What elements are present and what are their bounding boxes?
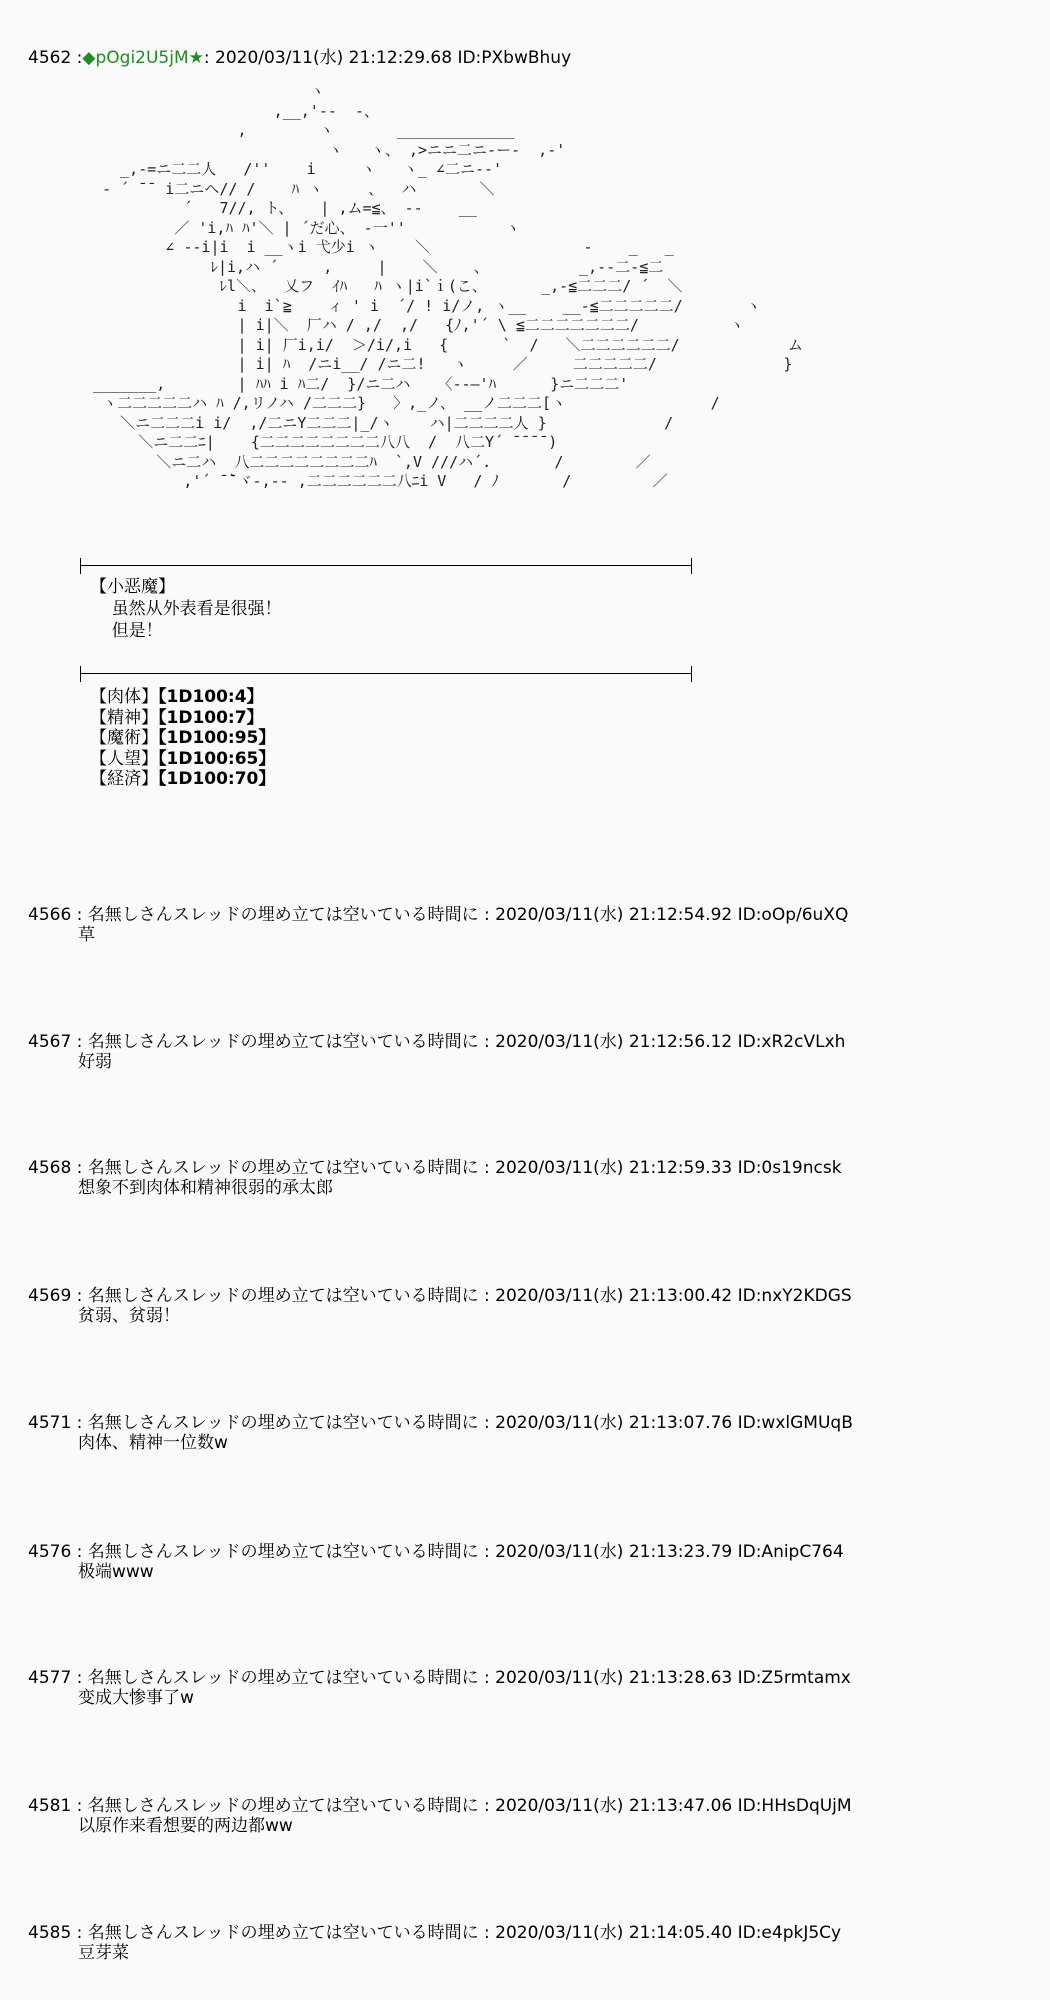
post-reply: [28, 1923, 1028, 1963]
post-body: 豆芽菜: [78, 1943, 129, 1963]
stat-value: 【1D100:95】: [158, 728, 276, 748]
post-header: 4569 : 名無しさんスレッドの埋め立ては空いている時間に : 2020/03/11(水) 21:13:00.42 ID:nxY2KDGS: [28, 1286, 852, 1306]
box-line: 虽然从外表看是很强！: [90, 599, 282, 619]
ascii-art: ヽ ,__,'‐- ‐、 , ヽ _____________ ヽ ヽ、 ,>ニニ二ニ‐ー‐ ,-' _,‐=ニ二二人 /'' i ヽ ヽ_ ∠二ニ-‐' - ´ ̄ ̄ i二ニヘ// / ﾊ ヽ 、 ハ ＼ ´ 7//, ト、 | ,ム=≦、 ‐‐ __ ／ 'i,ﾊ ﾊ'＼ | ´だ心、 ‐一'' ヽ ∠ --i|i i __ヽi 弋少i ヽ ＼ ‐ _ _ ﾚ|i,ハ ´ , | ＼ 、 _,-‐二-≦二 ﾚl＼、 乂フ ｲﾊ ﾊ ヽ|i`ｉ(こ、 _,-≦二二二/ ´ ＼ i i`≧ ィ ' i ´/ ! i/ノ, ヽ__ __-≦二二二二二/ ヽ | i|＼ 厂ハ / ,/ ,/ {ﾉ,'´ \ ≦二二二二二二二/ ヽ | i| 厂i,i/ ＞/i/,i { ` / ＼二二二二二二/ ム | i| ﾊ /ニi__/ /ニ二! ヽ ／ 二二二二二/ } _______, | ﾊﾊ i ﾊ二/ }/ニ二ハ 〈‐‐―'ﾊ }ニ二二二' ヽ二二二二二ハ ﾊ /,リノハ /二二二} 〉,_ノ、 __ノ二二二[ヽ / ＼ニ二二二i i/ ,/二ニY二二二|_/ヽ ハ|二二二二人 } / ＼ニ二二ﾆ| {二二二二二二二二八八 / 八二Y´ ̄ ̄ ̄ ̄ ) ＼ニ二ハ 八二二二二二二二二ﾊ `,V ///ハ´. / ／ ,'´ ̄ ̄`ヾ-,‐‐ ,二二二二二二八ﾆi V / ﾉ / ／: [93, 82, 803, 490]
stat-label: 【経済】: [90, 769, 158, 789]
post-header: 4571 : 名無しさんスレッドの埋め立ては空いている時間に : 2020/03/11(水) 21:13:07.76 ID:wxlGMUqB: [28, 1413, 853, 1433]
box-divider-top: [80, 565, 692, 566]
box-divider-bottom: [80, 673, 692, 674]
post-header: 4567 : 名無しさんスレッドの埋め立ては空いている時間に : 2020/03/11(水) 21:12:56.12 ID:xR2cVLxh: [28, 1032, 846, 1052]
post-reply: [28, 905, 1028, 945]
post-number: 4562 :: [28, 48, 83, 68]
post-header: 4576 : 名無しさんスレッドの埋め立ては空いている時間に : 2020/03/11(水) 21:13:23.79 ID:AnipC764: [28, 1542, 844, 1562]
stat-label: 【魔術】: [90, 728, 158, 748]
post-reply: [28, 1542, 1028, 1582]
post-body: 变成大惨事了w: [78, 1688, 194, 1708]
post-header: 4585 : 名無しさんスレッドの埋め立ては空いている時間に : 2020/03/11(水) 21:14:05.40 ID:e4pkJ5Cy: [28, 1923, 842, 1943]
post-header: 4577 : 名無しさんスレッドの埋め立ては空いている時間に : 2020/03/11(水) 21:13:28.63 ID:Z5rmtamx: [28, 1668, 851, 1688]
quote-box: [90, 576, 282, 642]
post-meta: : 2020/03/11(水) 21:12:29.68 ID:PXbwBhuy: [203, 48, 572, 68]
stat-row: [90, 728, 275, 749]
post-body: 想象不到肉体和精神很弱的承太郎: [78, 1178, 333, 1198]
post-reply: [28, 1668, 1028, 1708]
post-reply: [28, 1286, 1028, 1326]
post-header: 4568 : 名無しさんスレッドの埋め立ては空いている時間に : 2020/03/11(水) 21:12:59.33 ID:0s19ncsk: [28, 1158, 842, 1178]
stat-label: 【肉体】: [90, 687, 158, 707]
stat-value: 【1D100:4】: [158, 687, 264, 707]
box-line: 【小恶魔】: [90, 577, 175, 597]
stat-label: 【人望】: [90, 748, 158, 769]
post-body: 肉体、精神一位数w: [78, 1433, 228, 1453]
post-body: 以原作来看想要的两边都ww: [78, 1816, 293, 1836]
post-header: [28, 48, 1028, 68]
dice-stats: [90, 687, 275, 790]
post-trip: ◆pOgi2U5jM★: [82, 48, 204, 68]
stat-value: 【1D100:70】: [158, 769, 276, 789]
box-line: 但是！: [90, 621, 163, 641]
stat-row: [90, 708, 275, 729]
post-header: 4581 : 名無しさんスレッドの埋め立ては空いている時間に : 2020/03/11(水) 21:13:47.06 ID:HHsDqUjM: [28, 1796, 852, 1816]
post-body: 极端www: [78, 1562, 154, 1582]
stat-label: 【精神】: [90, 707, 158, 728]
post-body: 好弱: [78, 1052, 112, 1072]
stat-row: [90, 749, 275, 770]
stat-value: 【1D100:65】: [158, 748, 276, 769]
stat-value: 【1D100:7】: [158, 707, 264, 728]
stat-row: [90, 687, 275, 708]
post-reply: [28, 1796, 1028, 1836]
post-4562: [28, 48, 1028, 68]
post-reply: [28, 1158, 1028, 1198]
post-header: 4566 : 名無しさんスレッドの埋め立ては空いている時間に : 2020/03/11(水) 21:12:54.92 ID:oOp/6uXQ: [28, 905, 849, 925]
post-reply: [28, 1032, 1028, 1072]
stat-row: [90, 769, 275, 790]
post-body: 草: [78, 925, 95, 945]
post-body: 贫弱、贫弱！: [78, 1306, 180, 1326]
post-reply: [28, 1413, 1028, 1453]
